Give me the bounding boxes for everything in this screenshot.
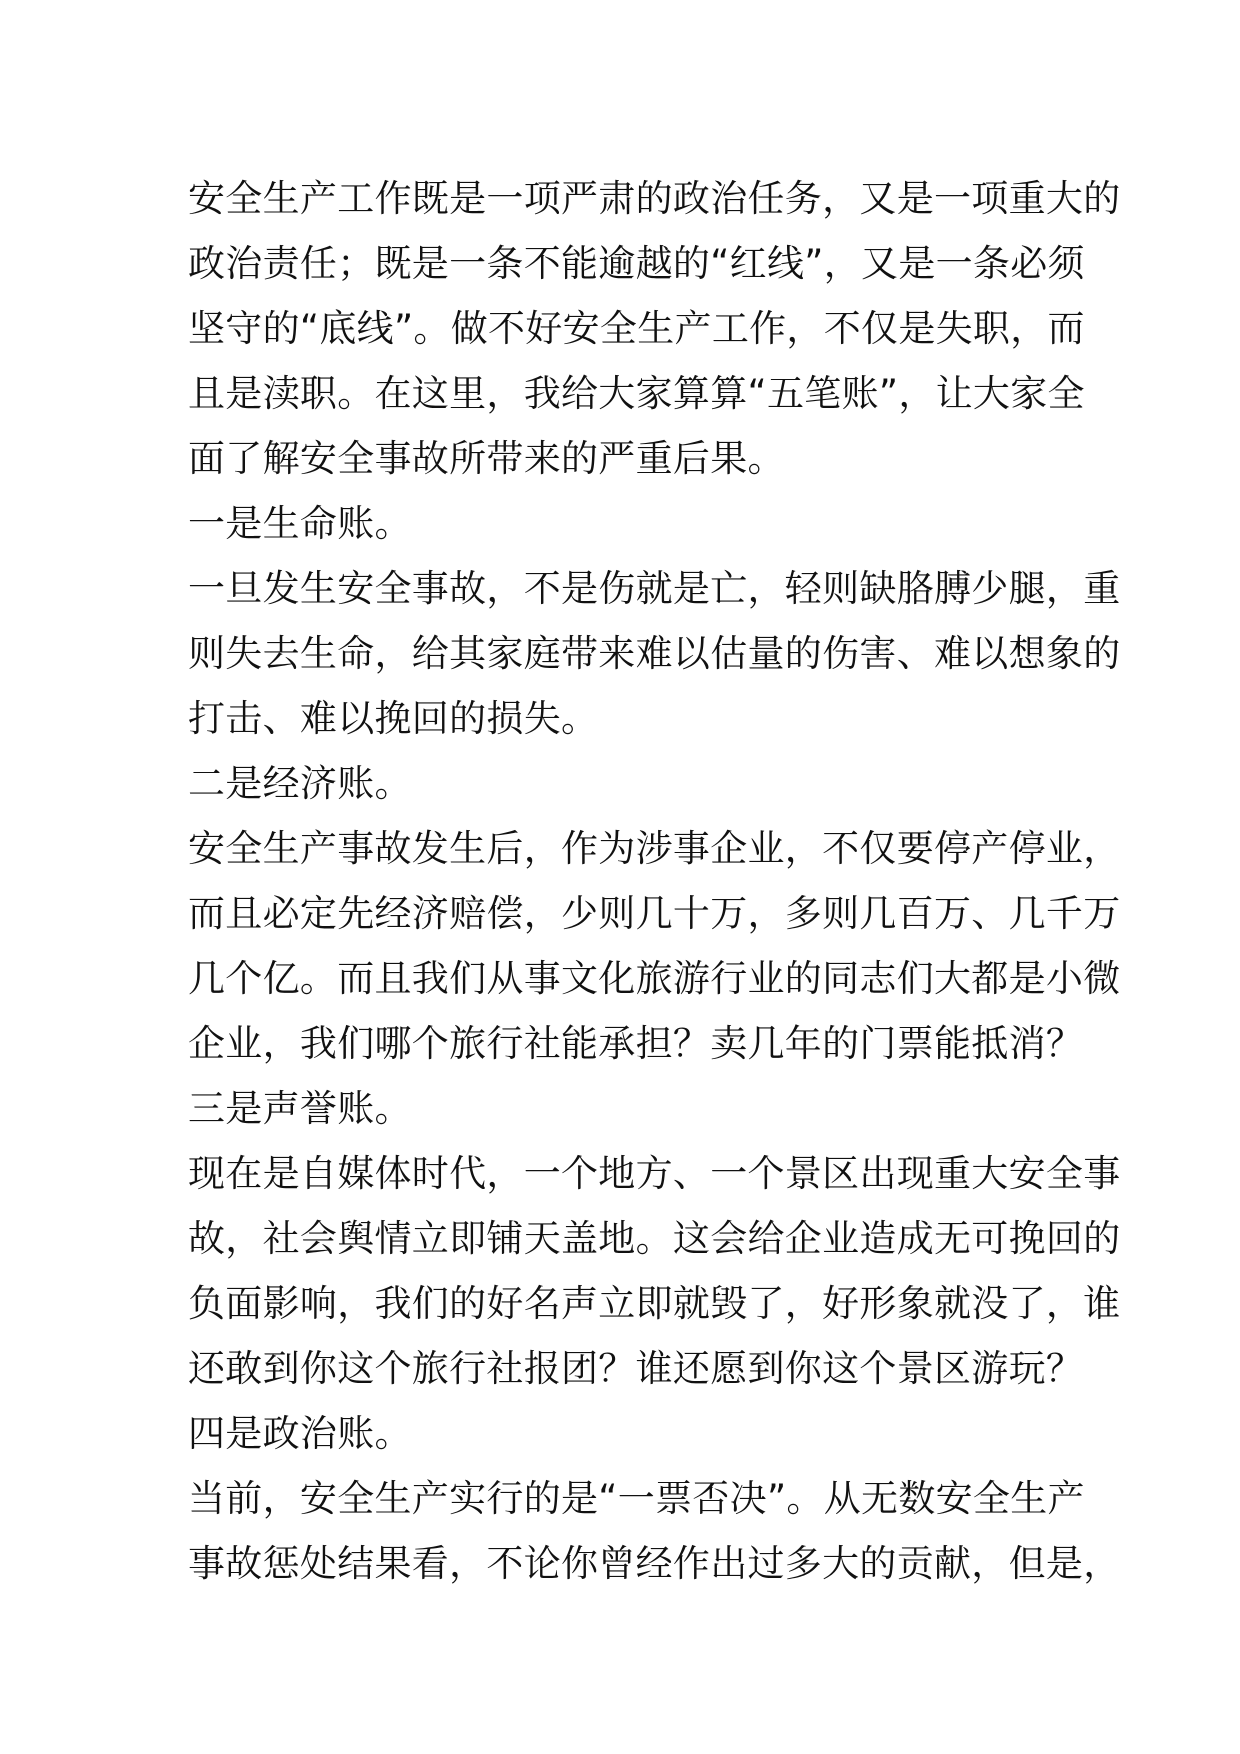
text-line: 且是渎职。在这里，我给大家算算“五笔账”，让大家全	[188, 372, 1085, 415]
text-line: 安全生产事故发生后，作为涉事企业，不仅要停产停业，	[188, 827, 1121, 870]
section-heading-politics: 四是政治账。	[188, 1412, 412, 1455]
section-heading-life: 一是生命账。	[188, 502, 412, 545]
text-line: 现在是自媒体时代，一个地方、一个景区出现重大安全事	[188, 1152, 1121, 1195]
text-line: 几个亿。而且我们从事文化旅游行业的同志们大都是小微	[188, 957, 1121, 1000]
text-line: 坚守的“底线”。做不好安全生产工作，不仅是失职，而	[188, 307, 1085, 350]
text-line: 当前，安全生产实行的是“一票否决”。从无数安全生产	[188, 1477, 1085, 1520]
text-line: 一旦发生安全事故，不是伤就是亡，轻则缺胳膊少腿，重	[188, 567, 1121, 610]
section-heading-economy: 二是经济账。	[188, 762, 412, 805]
text-line: 负面影响，我们的好名声立即就毁了，好形象就没了，谁	[188, 1282, 1121, 1325]
text-line: 打击、难以挽回的损失。	[188, 697, 599, 740]
document-body	[188, 166, 1121, 1596]
section-heading-reputation: 三是声誉账。	[188, 1087, 412, 1130]
text-line: 安全生产工作既是一项严肃的政治任务，又是一项重大的	[188, 177, 1121, 220]
text-line: 政治责任；既是一条不能逾越的“红线”，又是一条必须	[188, 242, 1085, 285]
text-line: 故，社会舆情立即铺天盖地。这会给企业造成无可挽回的	[188, 1217, 1121, 1260]
text-line: 企业，我们哪个旅行社能承担？卖几年的门票能抵消？	[188, 1022, 1084, 1065]
text-line: 面了解安全事故所带来的严重后果。	[188, 437, 785, 480]
text-line: 事故惩处结果看，不论你曾经作出过多大的贡献，但是，	[188, 1542, 1121, 1585]
text-line: 则失去生命，给其家庭带来难以估量的伤害、难以想象的	[188, 632, 1121, 675]
text-line: 还敢到你这个旅行社报团？谁还愿到你这个景区游玩？	[188, 1347, 1084, 1390]
text-line: 而且必定先经济赔偿，少则几十万，多则几百万、几千万	[188, 892, 1121, 935]
